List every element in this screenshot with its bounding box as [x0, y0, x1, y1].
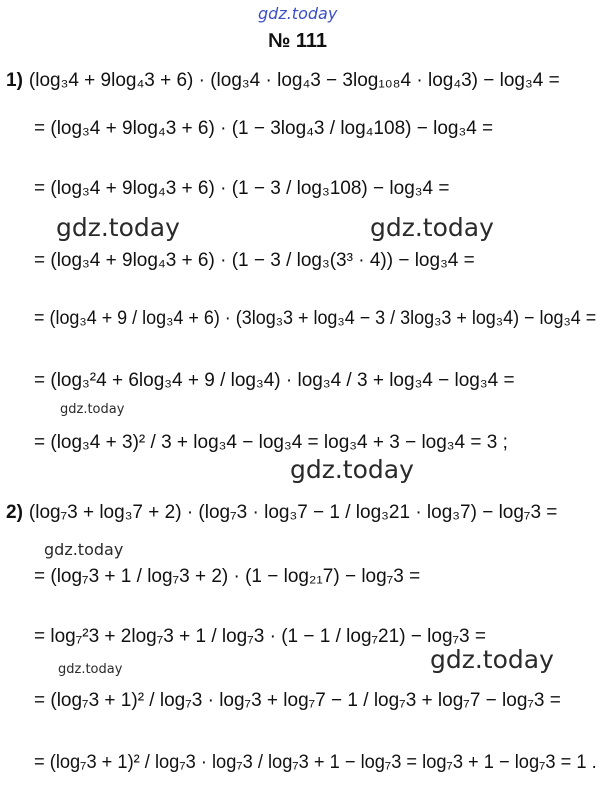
watermark-top: gdz.today — [258, 4, 338, 23]
part1-line-1 — [6, 70, 560, 92]
part2-expr-1: (log₇3 + log₃7 + 2) · (log₇3 · log₃7 − 1 / log₃21 · log₃7) − log₇3 = — [28, 502, 558, 523]
part1-line-6 — [34, 370, 515, 392]
watermark: gdz.today — [430, 645, 554, 674]
part2-line-4 — [34, 690, 561, 712]
problem-number: № 111 — [268, 30, 328, 52]
part2-expr-3: = log₇²3 + 2log₇3 + 1 / log₇3 · (1 − 1 / log₇21) − log₇3 = — [34, 626, 487, 647]
part1-line-4 — [34, 250, 475, 272]
part1-expr-7: = (log₃4 + 3)² / 3 + log₃4 − log₃4 = log₃4 + 3 − log₃4 = 3 ; — [34, 432, 508, 453]
part1-line-2 — [34, 118, 493, 140]
part1-expr-3: = (log₃4 + 9log₄3 + 6) · (1 − 3 / log₃108) − log₃4 = — [34, 178, 450, 199]
part2-line-5 — [34, 752, 597, 774]
part2-line-2 — [34, 566, 420, 588]
part2-line-3 — [34, 626, 486, 648]
part2-label: 2) — [6, 502, 23, 523]
part2-expr-4: = (log₇3 + 1)² / log₇3 · log₇3 + log₇7 − 1 / log₇3 + log₇7 − log₇3 = — [34, 690, 561, 711]
part1-line-7 — [34, 432, 508, 454]
watermark: gdz.today — [60, 402, 125, 417]
part1-expr-4: = (log₃4 + 9log₄3 + 6) · (1 − 3 / log₃(3³ · 4)) − log₃4 = — [34, 250, 475, 271]
part1-line-3 — [34, 178, 449, 200]
part1-expr-1: (log₃4 + 9log₄3 + 6) · (log₃4 · log₄3 − 3log₁₀₈4 · log₄3) − log₃4 = — [28, 70, 560, 91]
part1-expr-5: = (log₃4 + 9 / log₃4 + 6) · (3log₃3 + log₃4 − 3 / 3log₃3 + log₃4) − log₃4 = — [34, 308, 597, 329]
watermark: gdz.today — [44, 540, 124, 559]
part1-expr-2: = (log₃4 + 9log₄3 + 6) · (1 − 3log₄3 / log₄108) − log₃4 = — [34, 118, 494, 139]
watermark: gdz.today — [56, 213, 180, 242]
part1-label: 1) — [6, 70, 23, 91]
part2-expr-2: = (log₇3 + 1 / log₇3 + 2) · (1 − log₂₁7) − log₇3 = — [34, 566, 421, 587]
part1-line-5 — [34, 308, 596, 330]
watermark: gdz.today — [58, 662, 123, 677]
part1-expr-6: = (log₃²4 + 6log₃4 + 9 / log₃4) · log₃4 / 3 + log₃4 − log₃4 = — [34, 370, 515, 391]
watermark: gdz.today — [370, 213, 494, 242]
part2-expr-5: = (log₇3 + 1)² / log₇3 · log₇3 / log₇3 + 1 − log₇3 = log₇3 + 1 − log₇3 = 1 . — [34, 752, 597, 773]
part2-line-1 — [6, 502, 557, 524]
watermark: gdz.today — [290, 455, 414, 484]
